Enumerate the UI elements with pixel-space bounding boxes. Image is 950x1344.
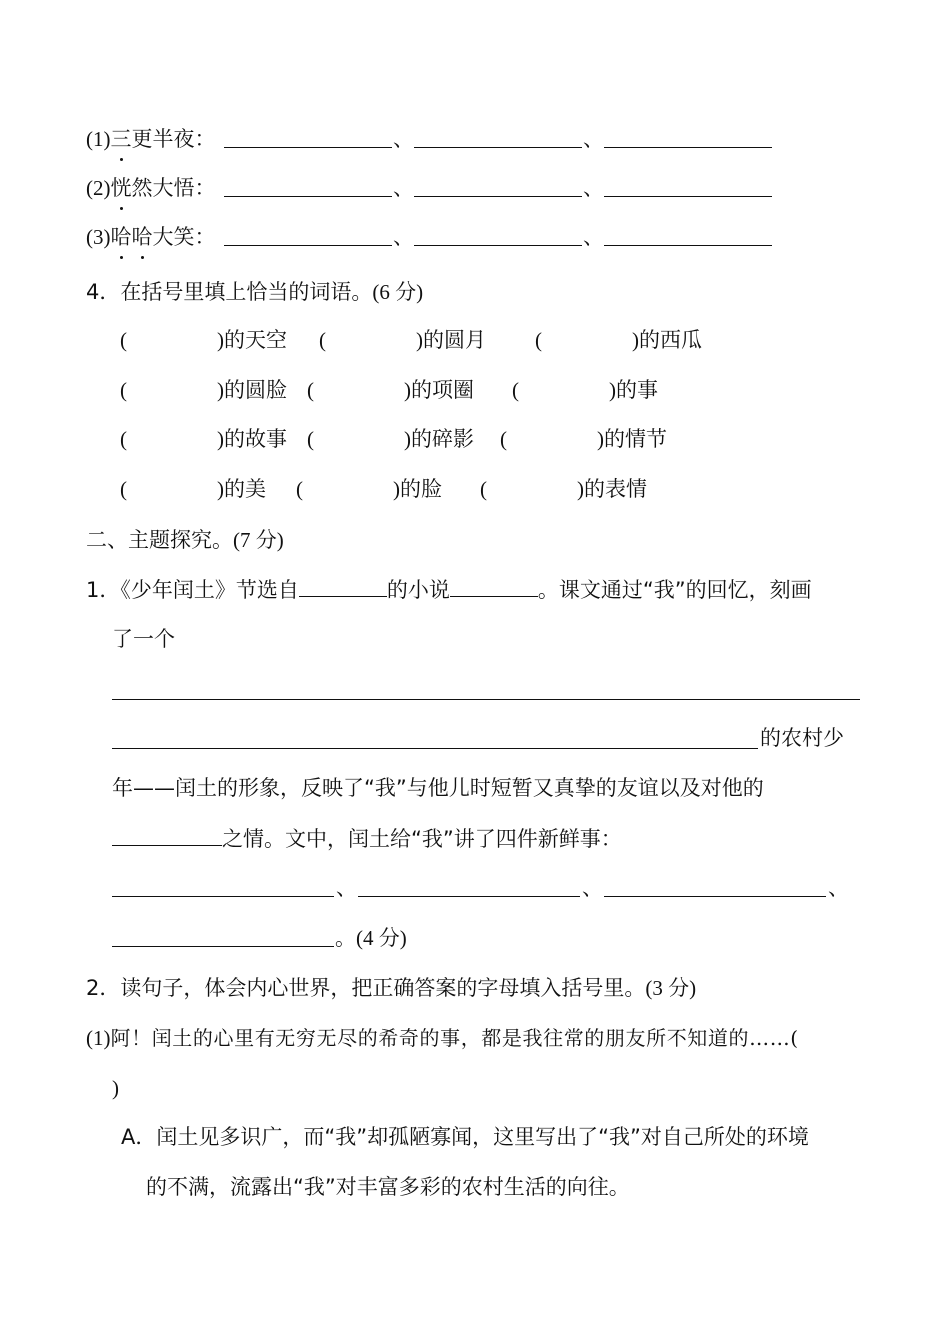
q3-item-3-colon: ： — [194, 225, 216, 249]
s2q1-blank-story-3[interactable] — [604, 896, 826, 897]
s2q1-blank-novel[interactable] — [450, 574, 538, 597]
q3-1-blank-a[interactable] — [224, 147, 392, 148]
q4-r1-c3-text: 的西瓜 — [639, 328, 702, 352]
q4-r4-c3[interactable]: ( )的表情 — [480, 477, 647, 501]
q3-3-sep-b: 、 — [583, 225, 604, 249]
s2q1-blank-long-2[interactable] — [112, 748, 758, 749]
q4-score: (6 分) — [372, 280, 424, 304]
s2q2-sentence-text: 阿！闰土的心里有无穷无尽的希奇的事，都是我往常的朋友所不知道的……( — [110, 1026, 799, 1050]
q3-item-3-rest: 大笑 — [152, 225, 195, 249]
s2q2-score: (3 分) — [645, 976, 697, 1000]
q3-item-2 — [86, 173, 216, 203]
s2q1-sep-3: 、 — [828, 876, 849, 900]
q3-item-1-rest: 更半夜 — [131, 127, 195, 151]
q4-r4-c3-text: 的表情 — [584, 477, 647, 501]
s2q1-p5: 的农村少 — [760, 726, 844, 750]
section2-title-text: 二、主题探究。 — [86, 528, 233, 552]
q3-item-1-num: (1) — [86, 127, 111, 151]
s2q1-blank-long-1[interactable] — [112, 699, 860, 700]
q3-item-2-num: (2) — [86, 176, 111, 200]
q3-item-1 — [86, 124, 216, 154]
section2-title — [86, 525, 284, 555]
s2q1-end — [335, 923, 407, 953]
s2q2-title — [86, 973, 696, 1003]
q4-r2-c2-text: 的项圈 — [411, 378, 474, 402]
s2q1-blank-feeling[interactable] — [112, 823, 222, 846]
q4-r1-c1-text: 的天空 — [224, 328, 287, 352]
q3-item-2-rest: 然大悟 — [131, 176, 195, 200]
q4-r1-c1[interactable]: ( )的天空 — [120, 328, 287, 352]
q4-r4-c1[interactable]: ( )的美 — [120, 477, 266, 501]
q3-3-blank-c[interactable] — [604, 245, 772, 246]
q3-2-blank-b[interactable] — [414, 196, 582, 197]
q3-item-1-dotted: 三 — [111, 124, 132, 154]
s2q1-score: (4 分) — [356, 926, 407, 950]
q4-r2-c1[interactable]: ( )的圆脸 — [120, 378, 287, 402]
s2q2-sentence — [86, 1023, 799, 1053]
q3-item-3-dotted-b: 哈 — [132, 222, 153, 252]
s2q2-option-a-line2: 的不满，流露出“我”对丰富多彩的农村生活的向往。 — [146, 1175, 630, 1199]
s2q2-close-paren: ) — [112, 1076, 119, 1100]
q3-item-2-dotted: 恍 — [111, 173, 132, 203]
q3-item-3-dotted-a: 哈 — [111, 222, 132, 252]
s2q1-blank-author[interactable] — [299, 574, 387, 597]
s2q1-p3: 。课文通过“我”的回忆，刻画 — [537, 578, 812, 602]
q4-r4-c2-text: 的脸 — [400, 477, 442, 501]
q3-2-sep-b: 、 — [583, 176, 604, 200]
s2q2-sentence-num: (1) — [86, 1026, 111, 1050]
q4-r2-c3[interactable]: ( )的事 — [512, 378, 658, 402]
q4-r2-c1-text: 的圆脸 — [224, 378, 287, 402]
s2q1-blank-story-4[interactable] — [112, 946, 334, 947]
q3-1-blank-c[interactable] — [604, 147, 772, 148]
q3-item-2-colon: ： — [194, 176, 216, 200]
s2q1-p4: 了一个 — [112, 627, 175, 651]
q4-r3-c3-text: 的情节 — [604, 427, 667, 451]
s2q1-blank-story-2[interactable] — [358, 896, 580, 897]
s2q1-period: 。 — [335, 926, 356, 950]
s2q1-p6: 年——闰土的形象，反映了“我”与他儿时短暂又真挚的友谊以及对他的 — [112, 776, 764, 800]
q3-3-blank-a[interactable] — [224, 245, 392, 246]
q4-r4-c1-text: 的美 — [224, 477, 266, 501]
q3-item-3-num: (3) — [86, 225, 111, 249]
q4-r3-c2-text: 的碎影 — [411, 427, 474, 451]
q3-2-blank-a[interactable] — [224, 196, 392, 197]
q4-title — [86, 277, 423, 307]
s2q1-p7: 之情。文中，闰土给“我”讲了四件新鲜事： — [222, 827, 622, 851]
s2q1-sep-1: 、 — [336, 876, 357, 900]
s2q1-sep-2: 、 — [582, 876, 603, 900]
q4-r3-c3[interactable]: ( )的情节 — [500, 427, 667, 451]
q4-r3-c2[interactable]: ( )的碎影 — [307, 427, 474, 451]
q4-r1-c2-text: 的圆月 — [423, 328, 486, 352]
q3-item-3 — [86, 222, 216, 252]
q4-r4-c2[interactable]: ( )的脸 — [296, 477, 442, 501]
q3-3-blank-b[interactable] — [414, 245, 582, 246]
s2q1-blank-story-1[interactable] — [112, 896, 334, 897]
q3-item-1-colon: ： — [194, 127, 216, 151]
q3-2-blank-c[interactable] — [604, 196, 772, 197]
q4-r3-c1-text: 的故事 — [224, 427, 287, 451]
q4-r1-c2[interactable]: ( )的圆月 — [319, 328, 486, 352]
q3-1-sep-b: 、 — [583, 127, 604, 151]
s2q2-option-a-line1[interactable]: A．闰土见多识广，而“我”却孤陋寡闻，这里写出了“我”对自己所处的环境 — [121, 1125, 809, 1149]
section2-score: (7 分) — [233, 528, 284, 552]
s2q1-p1: 1．《少年闰土》节选自 — [86, 578, 299, 602]
q4-title-text: 4．在括号里填上恰当的词语。 — [86, 280, 373, 304]
s2q1-p2: 的小说 — [386, 578, 450, 602]
q4-r3-c1[interactable]: ( )的故事 — [120, 427, 287, 451]
q4-r2-c3-text: 的事 — [616, 378, 658, 402]
q4-r2-c2[interactable]: ( )的项圈 — [307, 378, 474, 402]
s2q2-title-text: 2．读句子，体会内心世界，把正确答案的字母填入括号里。 — [86, 976, 646, 1000]
q3-1-sep-a: 、 — [393, 127, 414, 151]
q3-3-sep-a: 、 — [393, 225, 414, 249]
s2q1-line7 — [112, 823, 622, 854]
q4-r1-c3[interactable]: ( )的西瓜 — [535, 328, 702, 352]
s2q1-line1 — [86, 574, 812, 605]
q3-2-sep-a: 、 — [393, 176, 414, 200]
q3-1-blank-b[interactable] — [414, 147, 582, 148]
